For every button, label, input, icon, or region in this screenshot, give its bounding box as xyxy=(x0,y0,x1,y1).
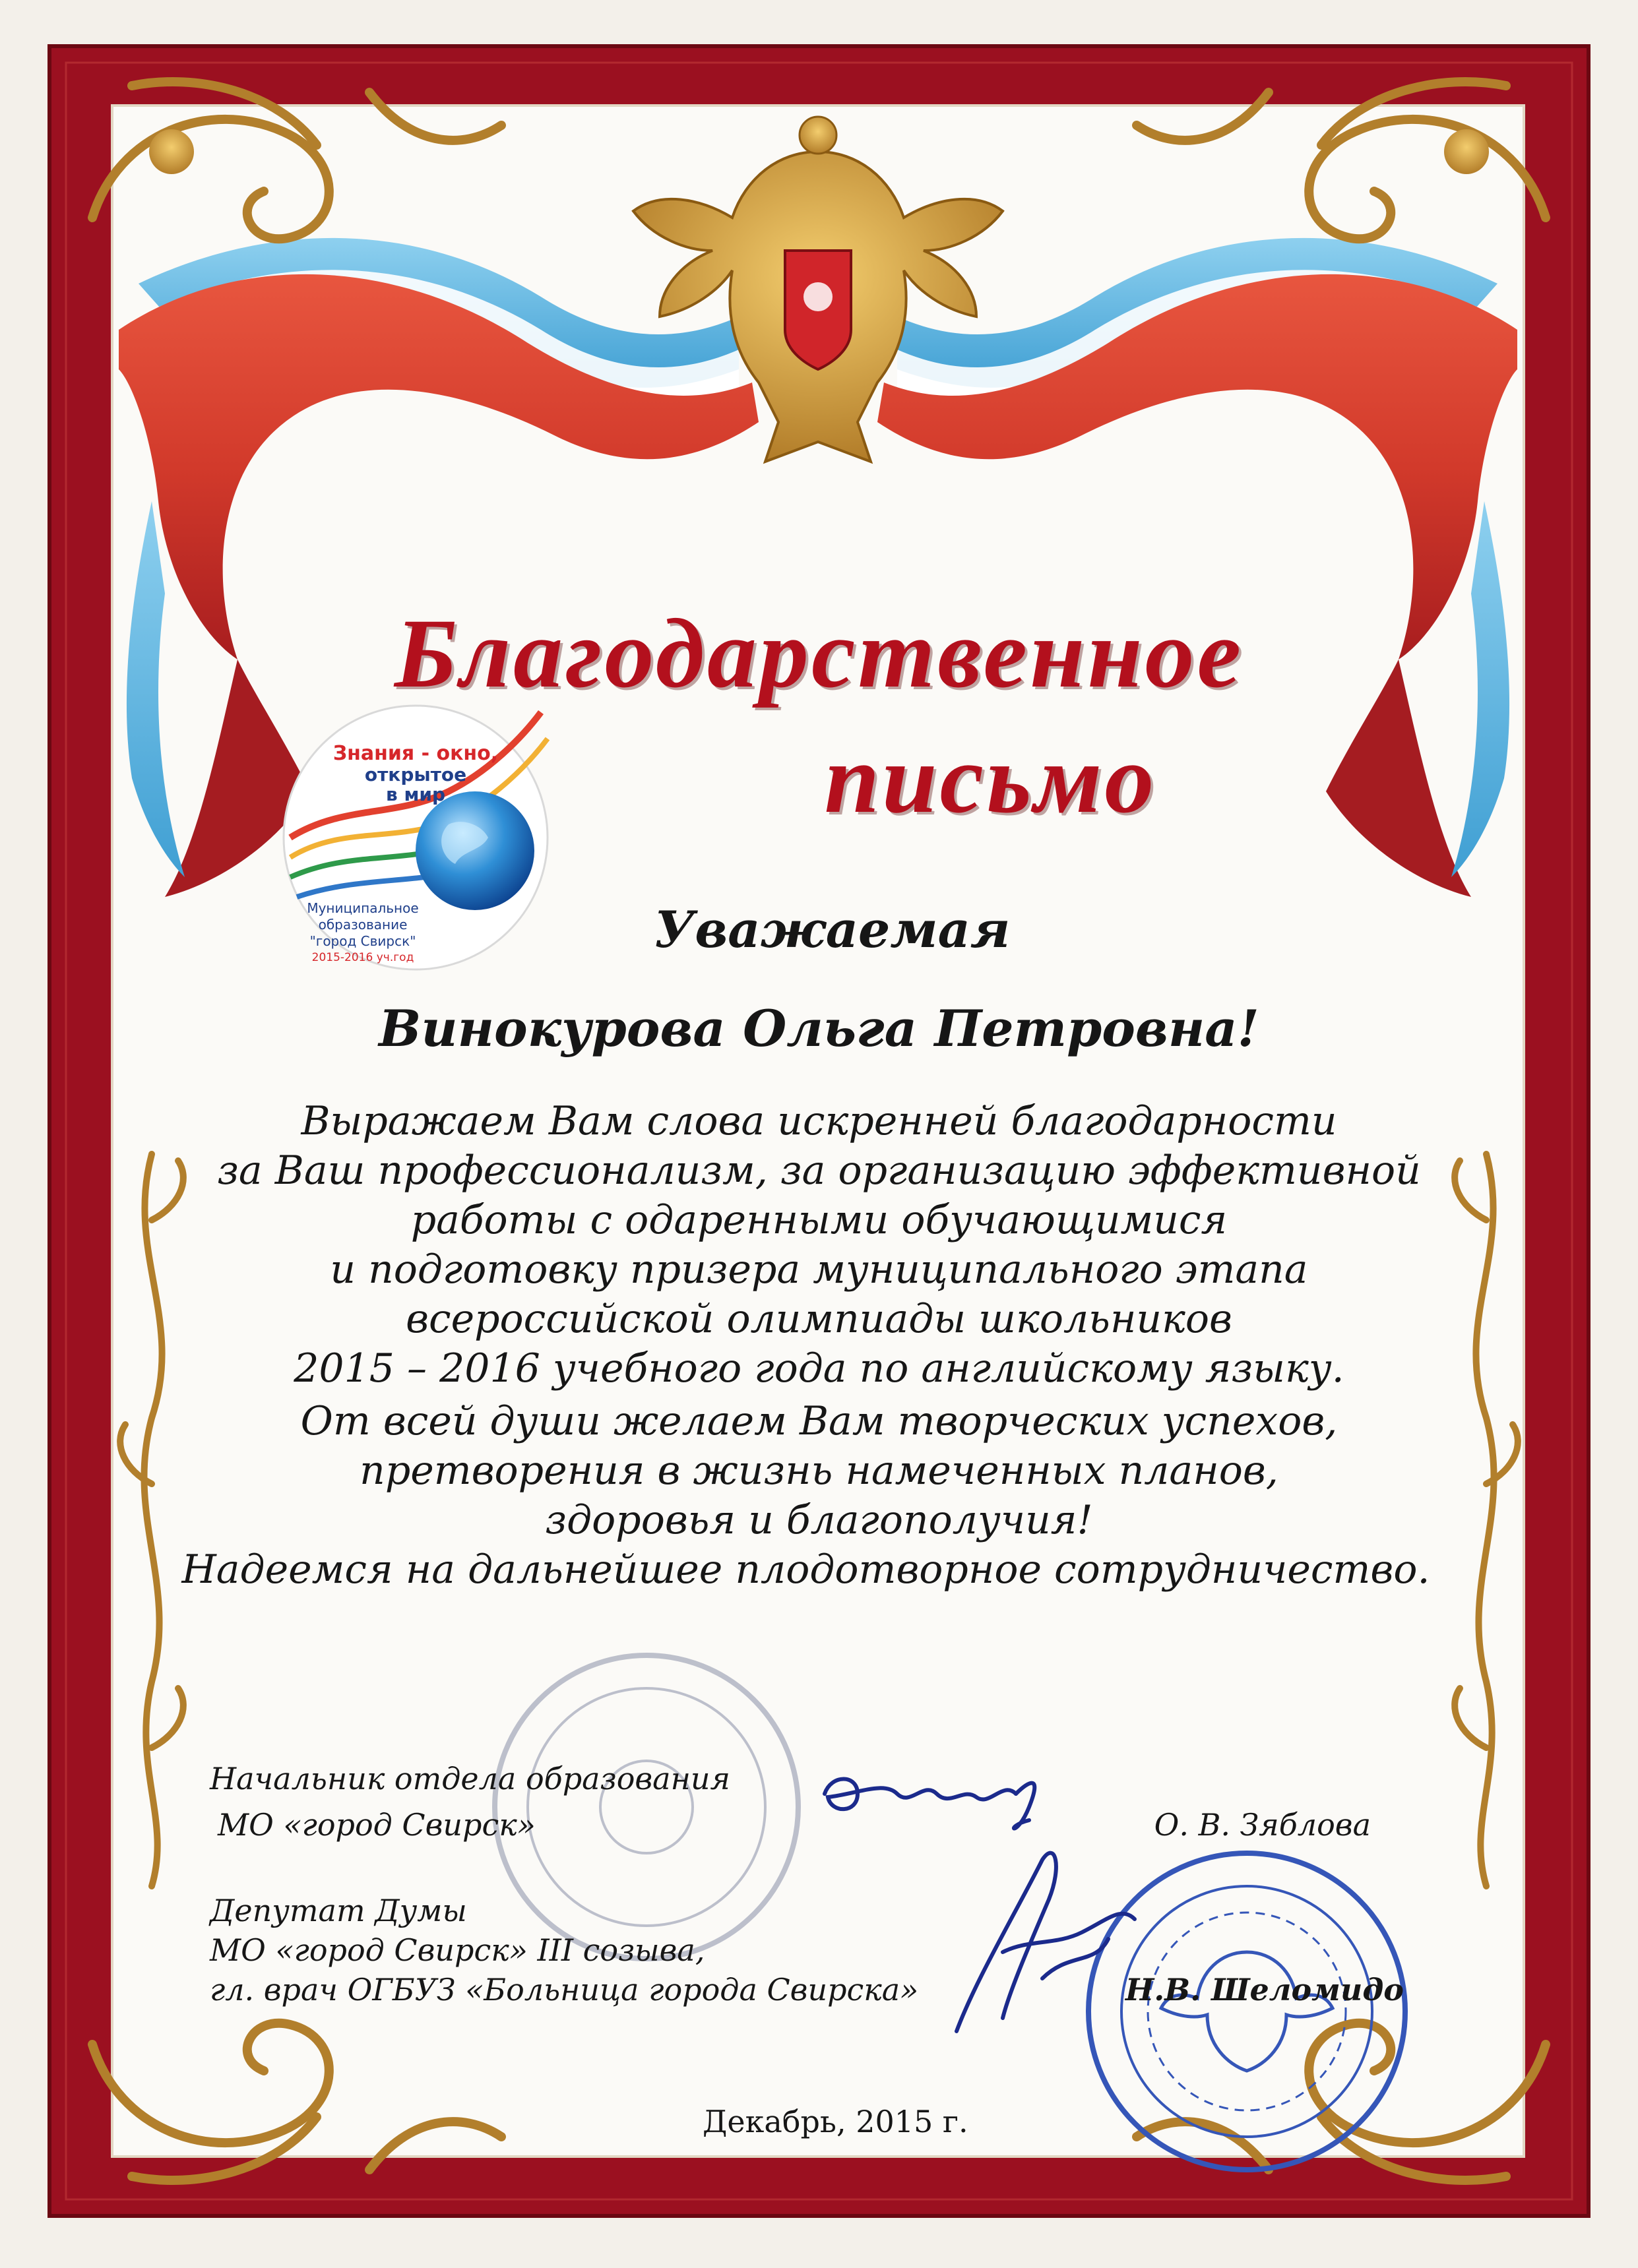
body-line: всероссийской олимпиады школьников xyxy=(406,1296,1232,1342)
body-line: за Ваш профессионализм, за организацию эффективной xyxy=(217,1148,1421,1194)
logo-top-line1: Знания - окно, xyxy=(332,742,499,765)
signer1-title-line2: МО «город Свирск» xyxy=(218,1807,536,1843)
body-line: 2015 – 2016 учебного года по английскому языку. xyxy=(294,1345,1344,1392)
logo-top-line3: в мир xyxy=(385,783,445,805)
signer1-name: О. В. Зяблова xyxy=(1154,1807,1371,1843)
signer1-title-line1: Начальник отдела образования xyxy=(210,1761,730,1796)
body-line: претворения в жизнь намеченных планов, xyxy=(360,1448,1278,1494)
letter-date: Декабрь, 2015 г. xyxy=(703,2104,968,2139)
body-line: Выражаем Вам слова искренней благодарности xyxy=(301,1098,1337,1144)
body-line: и подготовку призера муниципального этапа xyxy=(330,1246,1308,1293)
body-line: От всей души желаем Вам творческих успехов, xyxy=(300,1398,1338,1444)
logo-bottom-line4: 2015-2016 уч.год xyxy=(311,951,414,964)
logo-top-line2: открытое xyxy=(364,764,467,785)
signer2-title-line2: МО «город Свирск» III созыва, xyxy=(210,1932,705,1968)
logo-bottom-line2: образование xyxy=(318,917,408,933)
salutation: Уважаемая xyxy=(654,900,1011,959)
body-line: здоровья и благополучия! xyxy=(545,1497,1093,1543)
body-line: работы с одаренными обучающимися xyxy=(410,1197,1228,1243)
logo-bottom-line3: "город Свирск" xyxy=(309,933,416,949)
title-line2: письмо xyxy=(824,724,1157,834)
body-line: Надеемся на дальнейшее плодотворное сотрудничество. xyxy=(181,1547,1430,1593)
recipient-name: Винокурова Ольга Петровна! xyxy=(379,999,1259,1058)
logo-bottom-line1: Муниципальное xyxy=(307,900,419,916)
signer2-name: Н.В. Шеломидо xyxy=(1125,1972,1404,2007)
title-line1: Благодарственное xyxy=(394,599,1244,708)
signer2-title-line1: Депутат Думы xyxy=(210,1893,467,1928)
signer2-title-line3: гл. врач ОГБУЗ «Больница города Свирска» xyxy=(210,1972,919,2007)
